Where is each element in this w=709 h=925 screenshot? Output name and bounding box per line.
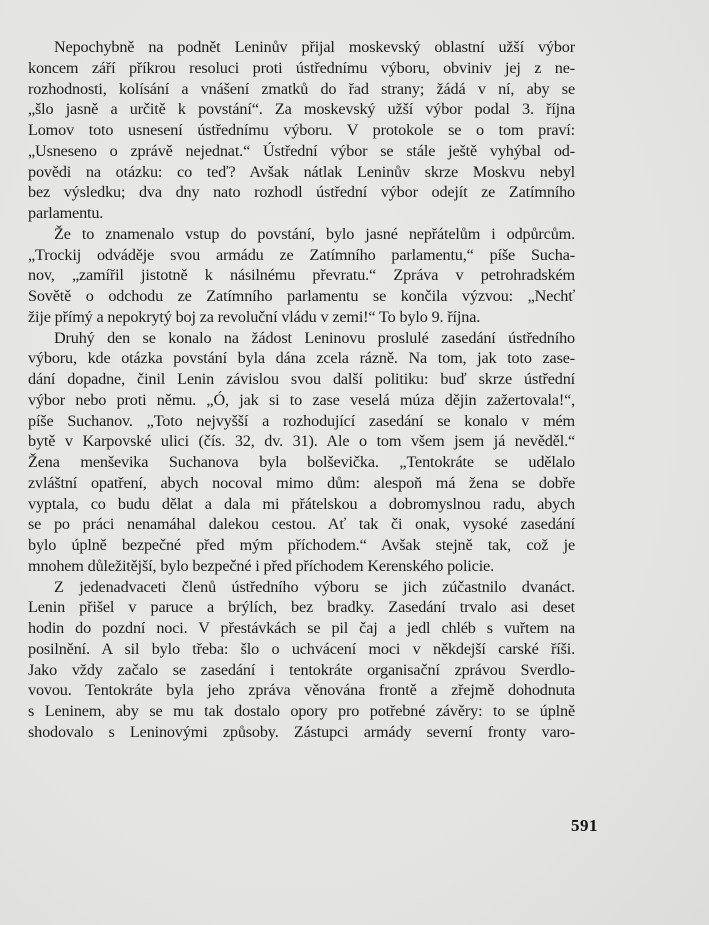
- text-line: bytě v Karpovské ulici (čís. 32, dv. 31). Ale o tom všem jsem já nevěděl.“: [28, 432, 575, 451]
- text-line: hodin do pozdní noci. V přestávkách se pil čaj a jedl chléb s vuřtem na: [28, 619, 575, 637]
- text-line: Druhý den se konalo na žádost Leninovu proslulé zasedání ústředního: [54, 328, 575, 347]
- text-line: Lomov toto usnesení ústřednímu výboru. V protokole se o tom praví:: [28, 121, 575, 139]
- text-line: žije přímý a nepokrytý boj za revoluční vládu v zemi!“ To bylo 9. října.: [28, 307, 481, 326]
- text-line: povědi na otázku: co teď? Avšak nátlak Leninův skrze Moskvu nebyl: [28, 162, 575, 181]
- text-line: „Trockij odváděje svou armádu ze Zatímního parlamentu,“ píše Sucha-: [28, 245, 575, 264]
- text-line: výbor nebo proti němu. „Ó, jak si to zase veselá múza dějin zažertovala!“,: [28, 390, 575, 409]
- text-line: rozhodnosti, kolísání a vnášení zmatků do řad strany; žádá v ní, aby se: [28, 79, 575, 98]
- text-line: Z jedenadvaceti členů ústředního výboru se jich zúčastnilo dvanáct.: [54, 577, 575, 596]
- body-text: [28, 37, 575, 743]
- text-line: se po práci nenamáhal dalekou cestou. Ať tak či onak, vysoké zasedání: [28, 515, 575, 534]
- text-line: Sovětě o odchodu ze Zatímního parlamentu se končila výzvou: „Nechť: [28, 287, 575, 305]
- text-line: dání dopadne, činil Lenin závislou svou další politiku: buď skrze ústřední: [28, 370, 575, 388]
- text-line: bylo úplně bezpečné před mým příchodem.“ Avšak stejně tak, což je: [28, 536, 575, 554]
- text-line: shodovalo s Leninovými způsoby. Zástupci armády severní fronty varo-: [28, 722, 575, 741]
- text-line: Žena menševika Suchanova byla bolševička. „Tentokráte se udělalo: [28, 453, 575, 471]
- text-line: vyptala, co budu dělat a dala mi přátelskou a dobromyslnou radu, abych: [28, 494, 575, 513]
- text-line: Že to znamenalo vstup do povstání, bylo jasné nepřátelům i odpůrcům.: [54, 224, 575, 243]
- text-line: parlamentu.: [28, 204, 104, 222]
- text-line: výboru, kde otázka povstání byla dána zcela rázně. Na tom, jak toto zase-: [28, 349, 575, 368]
- page-number: 591: [571, 816, 598, 835]
- text-line: nov, „zamířil jistotně k násilnému převratu.“ Zpráva v petrohradském: [28, 266, 575, 285]
- text-line: zvláštní opatření, abych nocoval mimo dům: alespoň má žena se dobře: [28, 473, 575, 492]
- text-line: bez výsledku; dva dny nato rozhodl ústřední výbor odejít ze Zatímního: [28, 183, 575, 202]
- text-line: posilnění. A sil bylo třeba: šlo o uchvácení moci v někdejší carské říši.: [28, 639, 575, 658]
- text-line: „Usneseno o zprávě nejednat.“ Ústřední výbor se stále ještě vyhýbal od-: [28, 141, 575, 160]
- text-line: koncem září příkrou resoluci proti ústřednímu výboru, obviniv jej z ne-: [28, 58, 575, 77]
- text-line: Lenin přišel v paruce a brýlích, bez bradky. Zasedání trvalo asi deset: [28, 598, 575, 617]
- text-line: Nepochybně na podnět Leninův přijal moskevský oblastní užší výbor: [54, 38, 575, 56]
- text-line: mnohem důležitější, bylo bezpečné i před příchodem Kerenského policie.: [28, 556, 494, 575]
- text-line: píše Suchanov. „Toto nejvyšší a rozhodující zasedání se konalo v mém: [28, 411, 575, 430]
- text-line: s Leninem, aby se mu tak dostalo opory pro potřebné závěry: to se úplně: [28, 702, 575, 720]
- text-line: Jako vždy začalo se zasedání i tentokráte organisační zprávou Sverdlo-: [28, 660, 575, 679]
- text-line: „šlo jasně a určitě k povstání“. Za moskevský užší výbor podal 3. října: [28, 100, 575, 119]
- text-line: vovou. Tentokráte byla jeho zpráva věnována frontě a zřejmě dohodnuta: [28, 681, 575, 700]
